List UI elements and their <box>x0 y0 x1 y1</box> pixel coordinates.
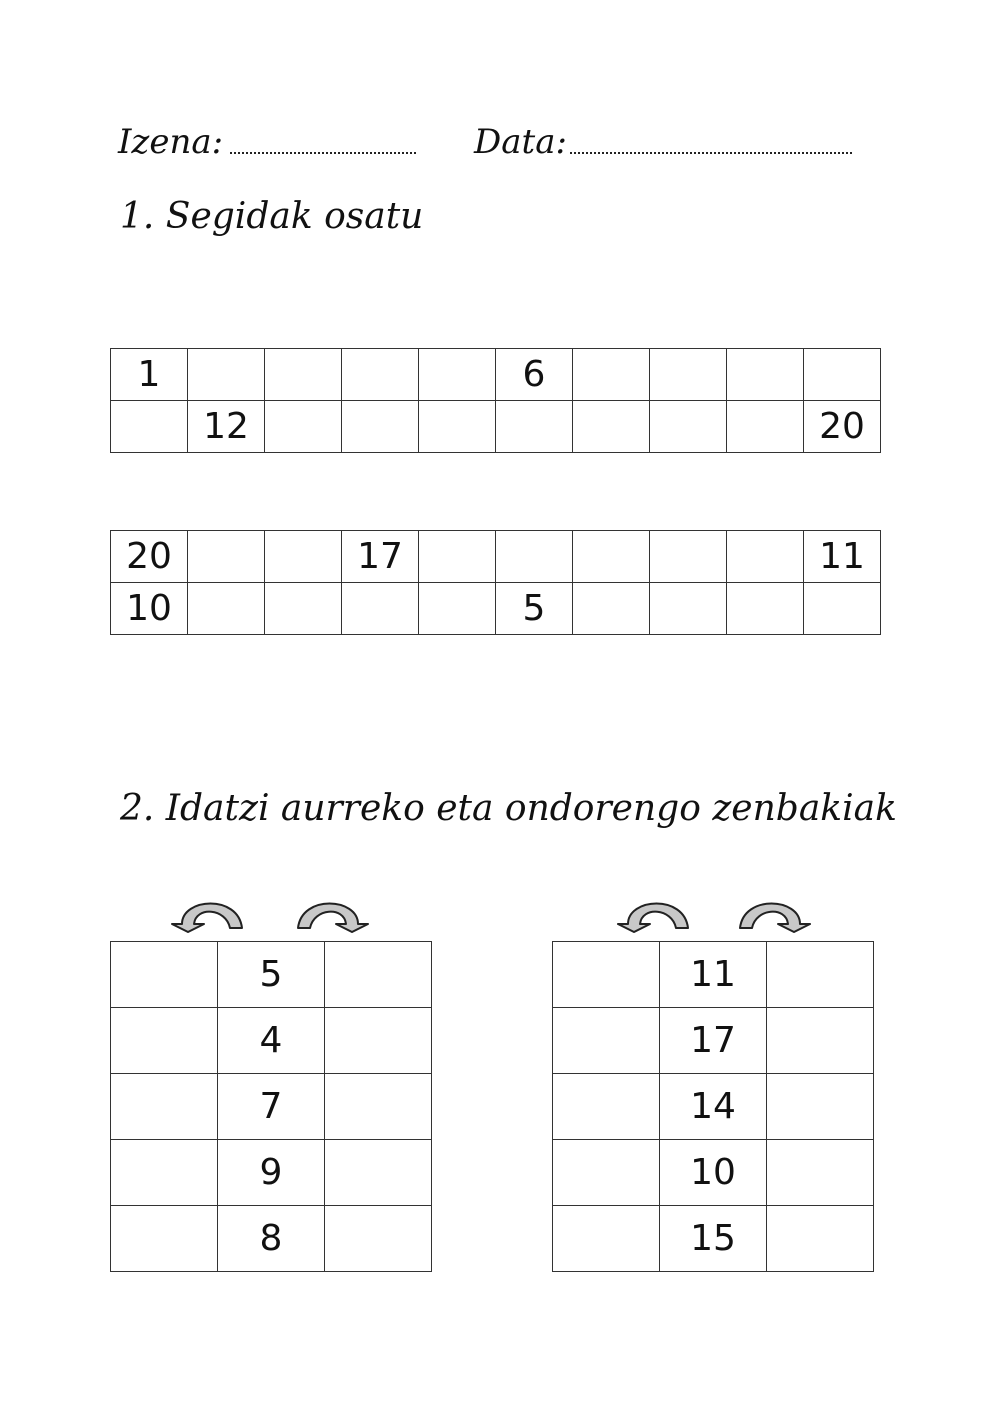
sequence-cell[interactable] <box>265 349 342 401</box>
after-cell[interactable] <box>767 942 874 1008</box>
forward-arrow-shape <box>298 904 368 933</box>
forward-arrow-icon <box>732 888 816 934</box>
sequence-cell[interactable] <box>342 583 419 635</box>
sequence-cell[interactable] <box>496 401 573 453</box>
sequence-cell[interactable] <box>650 401 727 453</box>
after-cell[interactable] <box>325 1140 432 1206</box>
sequence-cell[interactable] <box>265 583 342 635</box>
date-field[interactable] <box>570 152 852 154</box>
table-row <box>111 1206 432 1272</box>
table-row <box>553 942 874 1008</box>
back-arrow-icon <box>166 888 250 934</box>
table-row <box>553 1074 874 1140</box>
sequence-cell[interactable] <box>650 583 727 635</box>
back-arrow-shape <box>618 904 688 933</box>
table-row <box>553 1206 874 1272</box>
before-cell[interactable] <box>111 1074 218 1140</box>
number-cell: 5 <box>218 942 325 1008</box>
before-cell[interactable] <box>111 1206 218 1272</box>
sequence-cell[interactable]: 17 <box>342 531 419 583</box>
sequence-cell[interactable] <box>419 401 496 453</box>
sequence-cell[interactable] <box>727 401 804 453</box>
table-row <box>111 349 881 401</box>
before-cell[interactable] <box>553 1206 660 1272</box>
sequence-cell[interactable] <box>188 583 265 635</box>
table-row <box>111 1008 432 1074</box>
before-cell[interactable] <box>111 942 218 1008</box>
sequence-cell[interactable] <box>650 531 727 583</box>
table-row <box>111 1074 432 1140</box>
sequence-cell[interactable] <box>111 401 188 453</box>
sequence-cell[interactable] <box>419 531 496 583</box>
sequence-cell[interactable] <box>188 531 265 583</box>
before-cell[interactable] <box>553 1008 660 1074</box>
table-row <box>111 1140 432 1206</box>
exercise1-title: 1. Segidak osatu <box>120 196 424 237</box>
back-arrow-shape <box>172 904 242 933</box>
sequence-cell[interactable] <box>573 531 650 583</box>
sequence-cell[interactable] <box>496 531 573 583</box>
date-label: Data: <box>474 122 567 162</box>
sequence-cell[interactable]: 12 <box>188 401 265 453</box>
sequence-cell[interactable] <box>342 401 419 453</box>
sequence-cell[interactable] <box>419 349 496 401</box>
before-cell[interactable] <box>553 1140 660 1206</box>
forward-arrow-icon <box>290 888 374 934</box>
after-cell[interactable] <box>325 1008 432 1074</box>
number-cell: 11 <box>660 942 767 1008</box>
sequence-cell[interactable] <box>188 349 265 401</box>
sequence-table-1 <box>110 348 881 453</box>
sequence-cell[interactable]: 6 <box>496 349 573 401</box>
before-cell[interactable] <box>111 1140 218 1206</box>
after-cell[interactable] <box>325 1074 432 1140</box>
number-cell: 7 <box>218 1074 325 1140</box>
sequence-cell[interactable] <box>419 583 496 635</box>
after-cell[interactable] <box>325 1206 432 1272</box>
sequence-cell[interactable] <box>265 531 342 583</box>
forward-arrow-shape <box>740 904 810 933</box>
sequence-table-2 <box>110 530 881 635</box>
table-row <box>111 942 432 1008</box>
number-cell: 4 <box>218 1008 325 1074</box>
sequence-cell[interactable]: 10 <box>111 583 188 635</box>
name-label: Izena: <box>118 122 224 162</box>
number-cell: 10 <box>660 1140 767 1206</box>
sequence-cell[interactable] <box>727 531 804 583</box>
after-cell[interactable] <box>767 1008 874 1074</box>
before-cell[interactable] <box>553 1074 660 1140</box>
number-cell: 15 <box>660 1206 767 1272</box>
number-cell: 17 <box>660 1008 767 1074</box>
sequence-cell[interactable] <box>342 349 419 401</box>
sequence-cell[interactable] <box>727 583 804 635</box>
sequence-cell[interactable] <box>573 349 650 401</box>
neighbours-table-left <box>110 941 432 1272</box>
sequence-cell[interactable]: 20 <box>804 401 881 453</box>
table-row <box>553 1140 874 1206</box>
number-cell: 14 <box>660 1074 767 1140</box>
after-cell[interactable] <box>325 942 432 1008</box>
after-cell[interactable] <box>767 1140 874 1206</box>
before-cell[interactable] <box>553 942 660 1008</box>
sequence-cell[interactable] <box>804 349 881 401</box>
table-row <box>111 531 881 583</box>
name-field[interactable] <box>230 152 416 154</box>
exercise2-title: 2. Idatzi aurreko eta ondorengo zenbakiak <box>120 788 897 829</box>
table-row <box>111 401 881 453</box>
number-cell: 8 <box>218 1206 325 1272</box>
sequence-cell[interactable] <box>727 349 804 401</box>
sequence-cell[interactable] <box>804 583 881 635</box>
table-row <box>111 583 881 635</box>
sequence-cell[interactable] <box>265 401 342 453</box>
sequence-cell[interactable]: 1 <box>111 349 188 401</box>
back-arrow-icon <box>612 888 696 934</box>
neighbours-table-right <box>552 941 874 1272</box>
before-cell[interactable] <box>111 1008 218 1074</box>
sequence-cell[interactable] <box>573 583 650 635</box>
sequence-cell[interactable]: 11 <box>804 531 881 583</box>
after-cell[interactable] <box>767 1074 874 1140</box>
after-cell[interactable] <box>767 1206 874 1272</box>
number-cell: 9 <box>218 1140 325 1206</box>
sequence-cell[interactable] <box>573 401 650 453</box>
sequence-cell[interactable]: 20 <box>111 531 188 583</box>
sequence-cell[interactable]: 5 <box>496 583 573 635</box>
sequence-cell[interactable] <box>650 349 727 401</box>
table-row <box>553 1008 874 1074</box>
